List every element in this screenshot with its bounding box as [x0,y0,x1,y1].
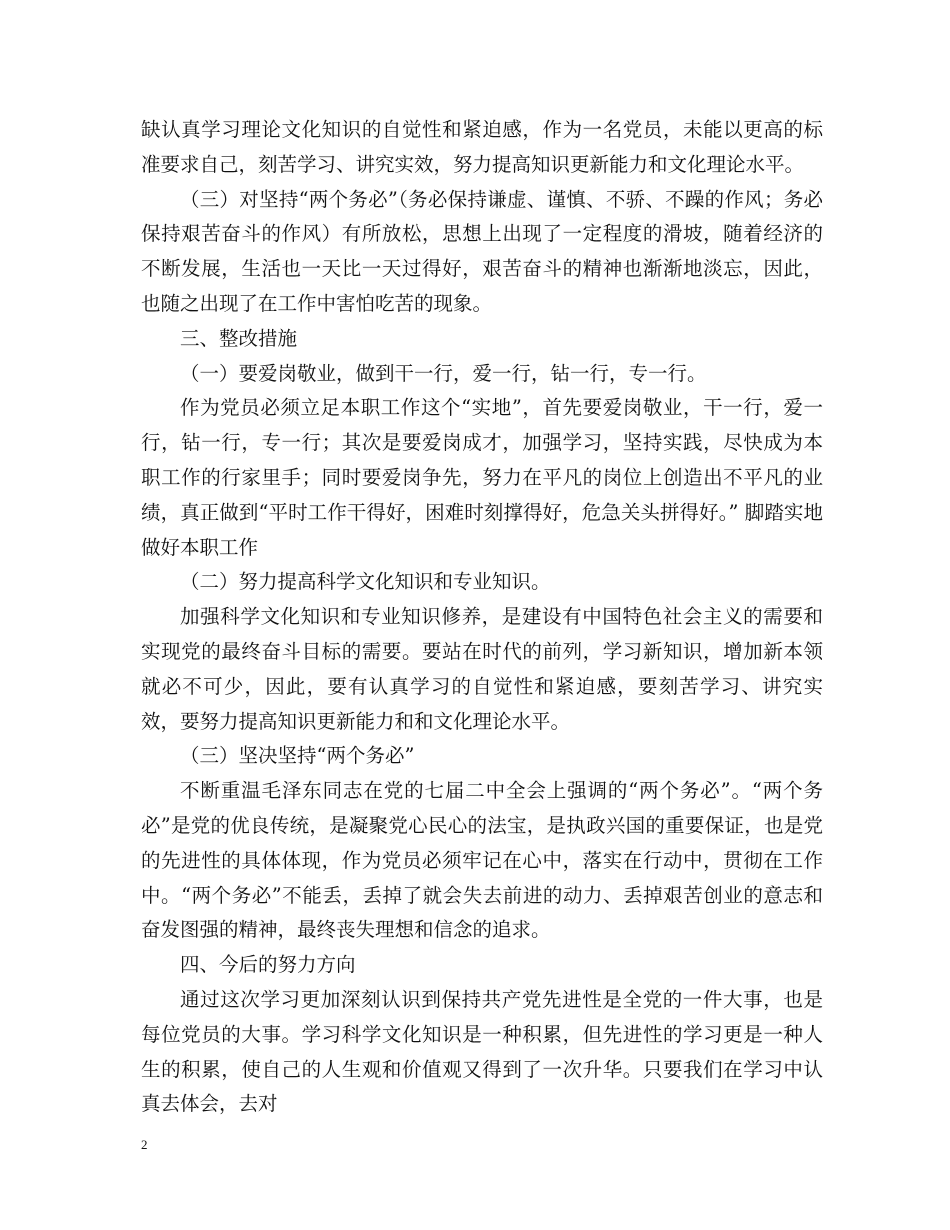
page-number: 2 [141,1137,148,1152]
paragraph-two-musts: 不断重温毛泽东同志在党的七届二中全会上强调的“两个务必”。“两个务必”是党的优良传统，是凝聚党心民心的法宝，是执政兴国的重要保证，也是党的先进性的具体体现，作为党员必须牢记在心中，落实在行动中，贯彻在工作中。“两个务必”不能丢，丢掉了就会失去前进的动力、丢掉艰苦创业的意志和奋发图强的精神，最终丧失理想和信念的追求。 [141,779,823,942]
subheading-two-musts: （三）坚决坚持“两个务必” [180,744,415,768]
paragraph-continuation: 缺认真学习理论文化知识的自觉性和紧迫感，作为一名党员，未能以更高的标准要求自己，刻苦学习、讲究实效，努力提高知识更新能力和文化理论水平。 [141,118,823,176]
subheading-love-job: （一）要爱岗敬业，做到干一行，爱一行，钻一行，专一行。 [180,361,707,385]
section-heading-rectification-measures: 三、整改措施 [180,326,298,350]
paragraph-improve-knowledge: 加强科学文化知识和专业知识修养，是建设有中国特色社会主义的需要和实现党的最终奋斗目标的需要。要站在时代的前列，学习新知识，增加新本领就必不可少，因此，要有认真学习的自觉性和紧迫感，要刻苦学习、讲究实效，要努力提高知识更新能力和和文化理论水平。 [141,605,823,733]
paragraph-love-job: 作为党员必须立足本职工作这个“实地”，首先要爱岗敬业，干一行，爱一行，钻一行，专一行；其次是要爱岗成才，加强学习，坚持实践，尽快成为本职工作的行家里手；同时要爱岗争先，努力在平凡的岗位上创造出不平凡的业绩，真正做到“平时工作干得好，困难时刻撑得好，危急关头拼得好。” 脚踏实地做好本职工作 [141,396,823,559]
paragraph-item-three-two-musts: （三）对坚持“两个务必”（务必保持谦虚、谨慎、不骄、不躁的作风；务必保持艰苦奋斗的作风）有所放松，思想上出现了一定程度的滑坡，随着经济的不断发展，生活也一天比一天过得好，艰苦奋斗的精神也渐渐地淡忘，因此，也随之出现了在工作中害怕吃苦的现象。 [141,187,823,315]
section-heading-future-direction: 四、今后的努力方向 [180,953,356,977]
paragraph-future-direction: 通过这次学习更加深刻认识到保持共产党先进性是全党的一件大事，也是每位党员的大事。学习科学文化知识是一种积累，但先进性的学习更是一种人生的积累，使自己的人生观和价值观又得到了一次升华。只要我们在学习中认真去体会，去对 [141,987,823,1116]
subheading-improve-knowledge: （二）努力提高科学文化知识和专业知识。 [180,570,551,594]
document-body [141,113,823,1122]
